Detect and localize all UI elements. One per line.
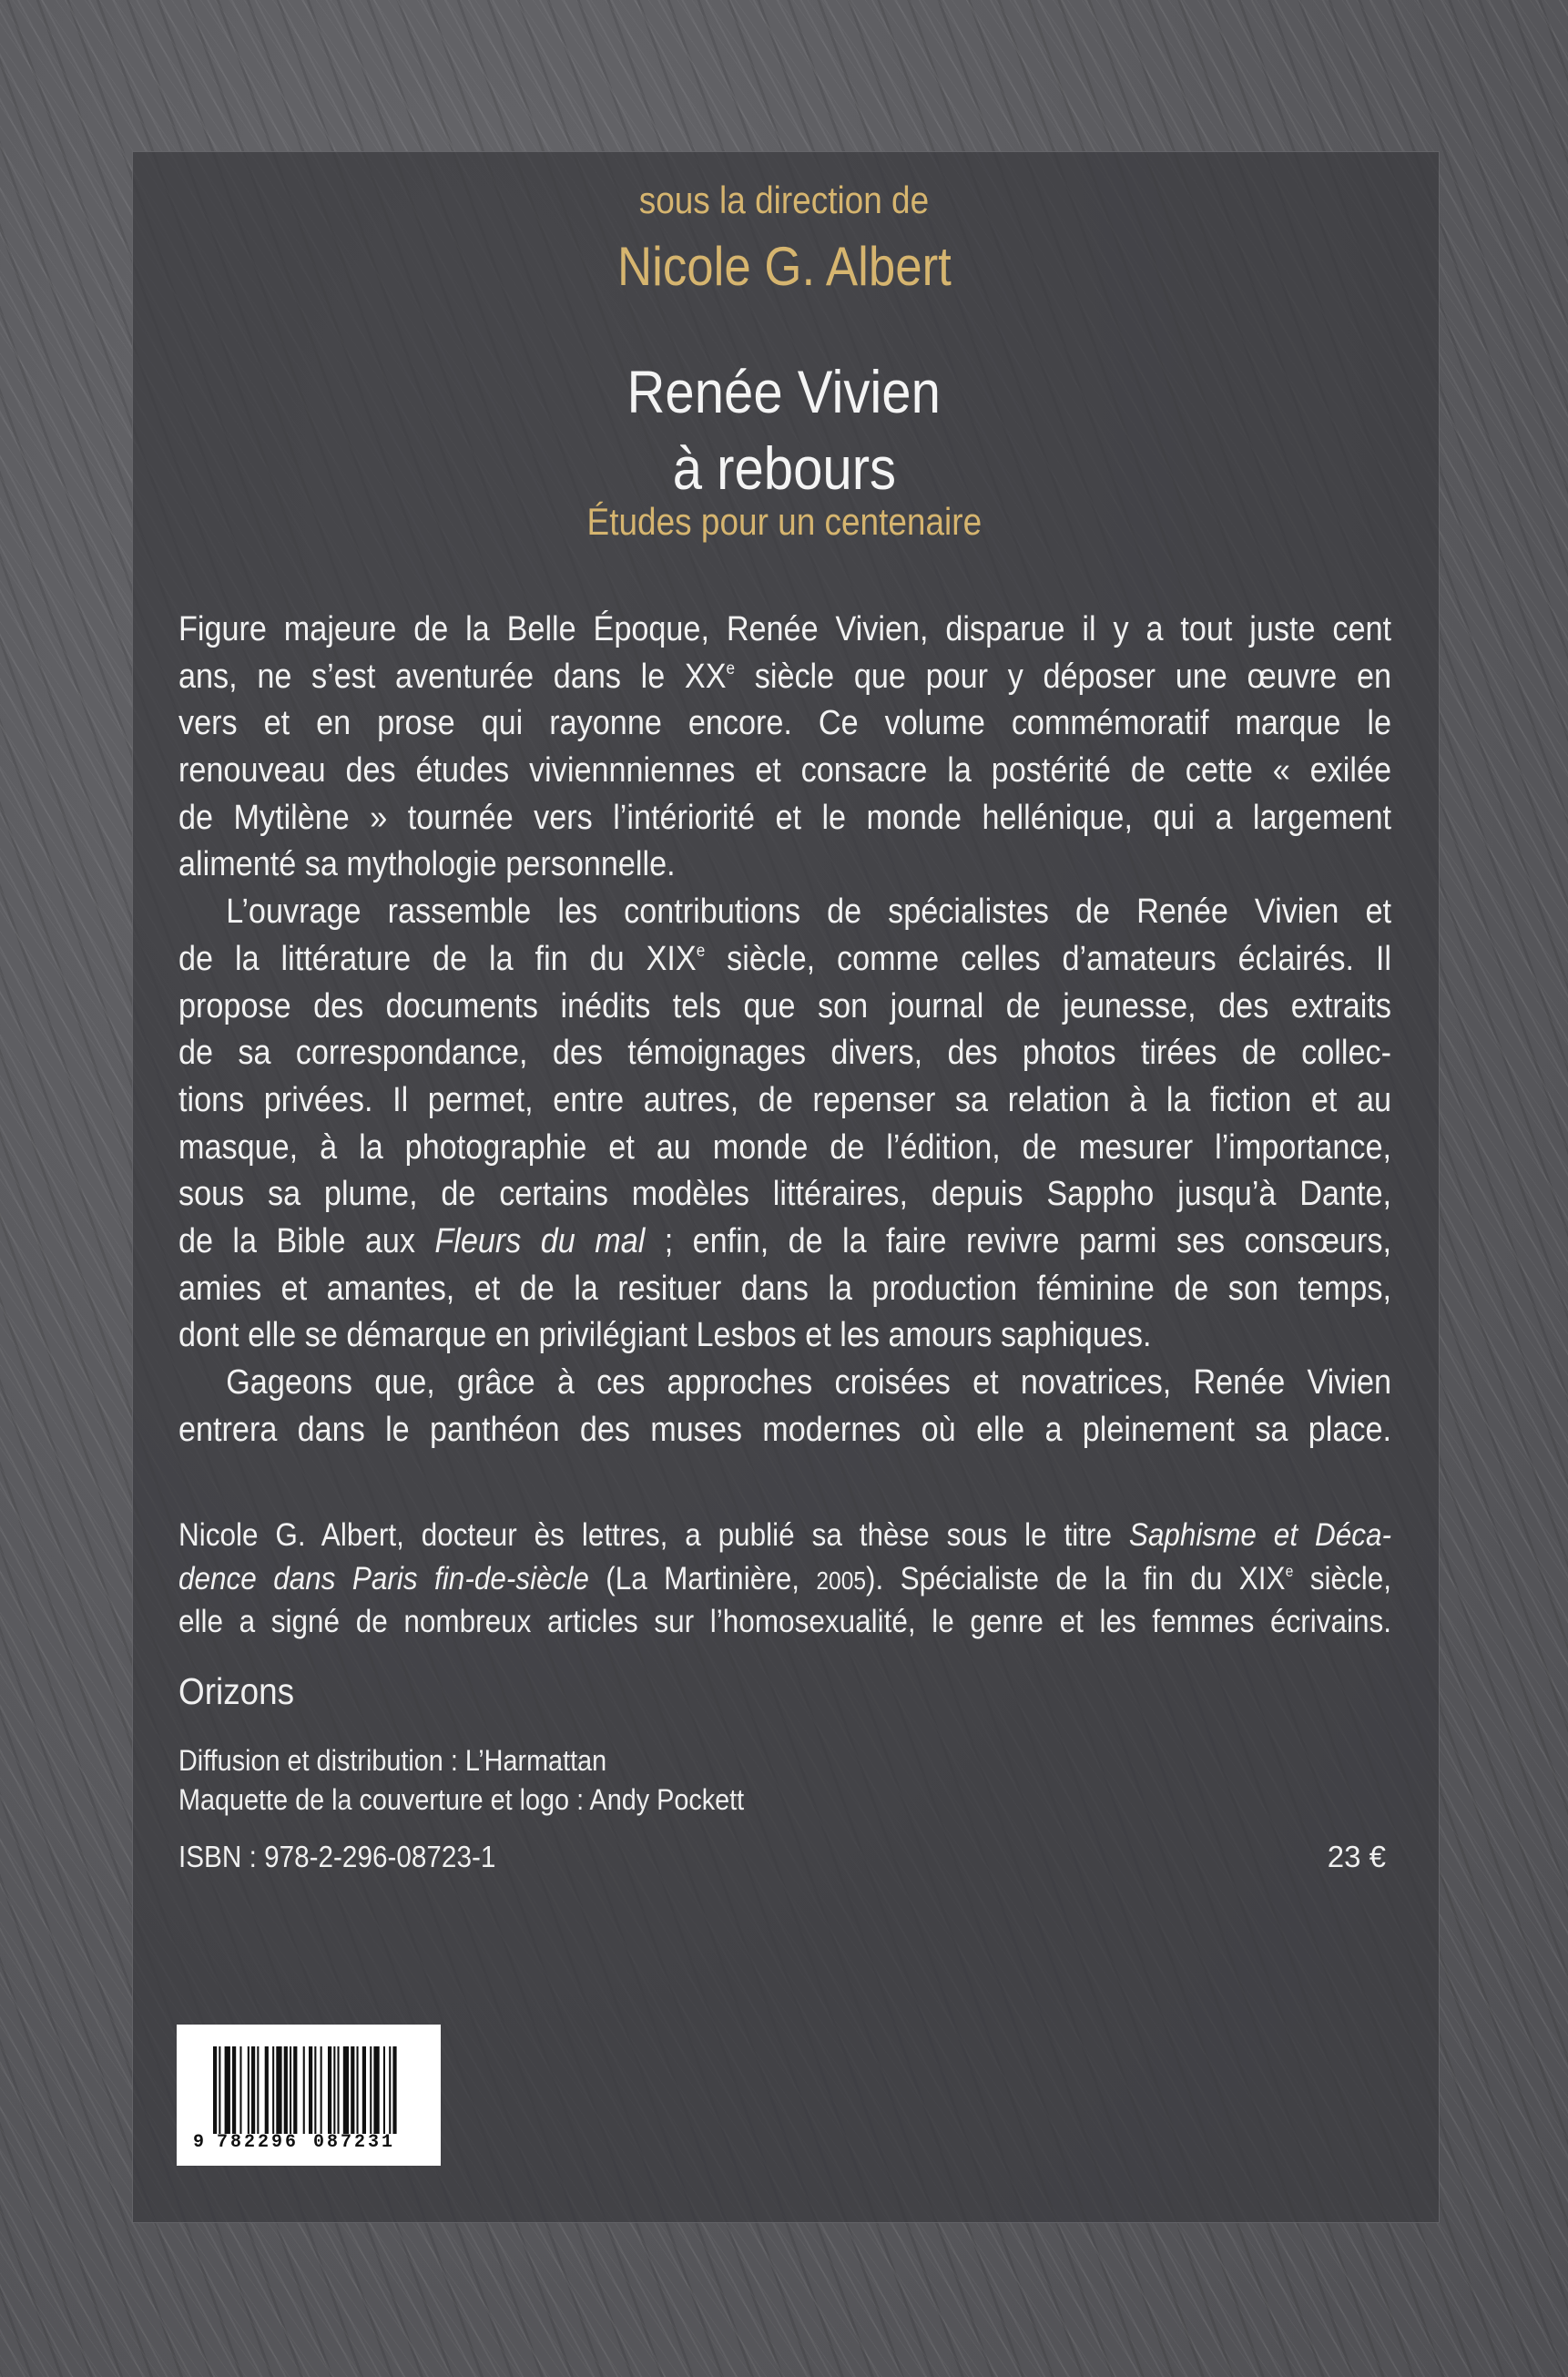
barcode-digits-right: 087231	[313, 2132, 396, 2153]
barcode-bar	[265, 2046, 269, 2134]
barcode-bar	[303, 2046, 305, 2134]
barcode-bar	[389, 2046, 391, 2134]
distribution-credit: Diffusion et distribution : L’Harmattan	[178, 1744, 607, 1777]
text-segment: ). Spécialiste de la fin du XIX	[866, 1560, 1286, 1597]
text-segment: elle a signé de nombreux articles sur l’homosexualité, le genre et les femmes écrivains.	[178, 1604, 1391, 1639]
barcode-bar	[373, 2046, 379, 2134]
text-segment: (La Martinière,	[588, 1560, 817, 1597]
barcode-bar	[392, 2046, 396, 2134]
price: 23 €	[1327, 1840, 1386, 1873]
barcode-bar	[314, 2046, 316, 2134]
text-segment: dont elle se démarque en privilégiant Lesbos et les amours saphiques.	[178, 1316, 1152, 1355]
barcode-bar	[338, 2046, 340, 2134]
text-segment: Gageons que, grâce à ces approches croisées et novatrices, Renée Vivien	[226, 1363, 1392, 1402]
barcode	[177, 2025, 441, 2166]
text-line	[178, 654, 1391, 701]
barcode-bar	[232, 2046, 236, 2134]
text-line	[178, 1219, 1391, 1266]
text-line	[178, 748, 1391, 795]
text-line	[178, 984, 1391, 1031]
direction-label: sous la direction de	[638, 179, 930, 221]
text-segment: alimenté sa mythologie personnelle.	[178, 845, 676, 884]
text-segment: L’ouvrage rassemble les contributions de spécialistes de Renée Vivien et	[226, 893, 1392, 932]
text-segment: de la Bible aux	[178, 1221, 435, 1260]
text-segment: amies et amantes, et de la resituer dans la production féminine de son temps,	[178, 1269, 1391, 1308]
text-segment: Nicole G. Albert, docteur ès lettres, a publié sa thèse sous le titre	[178, 1517, 1129, 1553]
book-subtitle: Études pour un centenaire	[586, 500, 982, 543]
barcode-bar	[309, 2046, 312, 2134]
text-line	[178, 1266, 1391, 1313]
text-line	[178, 795, 1391, 842]
text-segment: siècle, comme celles d’amateurs éclairés. Il	[705, 939, 1391, 978]
text-line	[178, 1171, 1391, 1219]
text-line	[178, 1407, 1391, 1454]
barcode-bar	[290, 2046, 291, 2134]
barcode-bar	[383, 2046, 385, 2134]
text-segment: de sa correspondance, des témoignages divers, des photos tirées de collec-	[178, 1034, 1391, 1073]
text-line	[178, 1077, 1391, 1125]
blurb-text	[178, 607, 1391, 1454]
text-segment: de Mytilène » tournée vers l’intériorité et le monde hellénique, qui a largement	[178, 798, 1391, 837]
text-segment: tions privées. Il permet, entre autres, de repenser sa relation à la fiction et au	[178, 1080, 1391, 1119]
barcode-bar	[225, 2046, 230, 2134]
text-segment: e	[726, 658, 736, 678]
text-segment: e	[1285, 1561, 1294, 1580]
italic-title: Fleurs du mal	[434, 1221, 646, 1260]
text-segment: vers et en prose qui rayonne encore. Ce volume commémoratif marque le	[178, 704, 1391, 743]
barcode-bar	[321, 2046, 322, 2134]
text-segment: ; enfin, de la faire revivre parmi ses consœurs,	[645, 1221, 1391, 1260]
barcode-bar	[333, 2046, 335, 2134]
text-line	[178, 889, 1391, 936]
text-line	[178, 1030, 1391, 1077]
isbn: ISBN : 978-2-296-08723-1	[178, 1840, 496, 1873]
text-line	[178, 1600, 1391, 1644]
barcode-digit-first: 9	[193, 2132, 205, 2153]
text-segment: entrera dans le panthéon des muses modernes où elle a pleinement sa place.	[178, 1410, 1391, 1449]
text-segment: propose des documents inédits tels que son journal de jeunesse, des extraits	[178, 986, 1391, 1025]
barcode-bar	[293, 2046, 297, 2134]
text-segment: masque, à la photographie et au monde de l’édition, de mesurer l’importance,	[178, 1127, 1391, 1167]
text-segment: Figure majeure de la Belle Époque, Renée Vivien, disparue il y a tout juste cent	[178, 610, 1391, 648]
text-segment: sous sa plume, de certains modèles littéraires, depuis Sappho jusqu’à Dante,	[178, 1175, 1391, 1214]
barcode-bar	[328, 2046, 331, 2134]
text-line	[178, 1125, 1391, 1172]
text-segment: de la littérature de la fin du XIX	[178, 939, 697, 978]
editor-name: Nicole G. Albert	[616, 236, 952, 297]
barcode-bar	[239, 2046, 241, 2134]
barcode-digits-left: 782296	[217, 2132, 300, 2153]
text-segment: ans, ne s’est aventurée dans le XX	[178, 657, 727, 696]
barcode-bar	[213, 2046, 217, 2134]
text-segment: e	[696, 941, 706, 961]
text-line	[178, 1514, 1391, 1557]
design-credit: Maquette de la couverture et logo : Andy Pockett	[178, 1783, 745, 1816]
barcode-bar	[272, 2046, 274, 2134]
text-segment: siècle que pour y déposer une œuvre en	[735, 657, 1391, 696]
barcode-bar	[248, 2046, 249, 2134]
italic-title: Saphisme et Déca-	[1128, 1517, 1391, 1553]
text-segment: 2005	[816, 1566, 867, 1595]
barcode-bar	[251, 2046, 255, 2134]
book-title-line2: à rebours	[672, 434, 896, 502]
barcode-bar	[276, 2046, 281, 2134]
text-line	[178, 842, 1391, 889]
author-bio	[178, 1514, 1391, 1644]
text-line	[178, 1360, 1391, 1407]
barcode-bar	[219, 2046, 220, 2134]
book-title-line1: Renée Vivien	[626, 358, 942, 425]
barcode-bar	[257, 2046, 259, 2134]
barcode-bar	[351, 2046, 354, 2134]
text-line	[178, 700, 1391, 748]
text-line	[178, 607, 1391, 654]
text-line	[178, 1557, 1391, 1601]
text-segment: siècle,	[1293, 1560, 1391, 1597]
barcode-bar	[370, 2046, 372, 2134]
text-line	[178, 936, 1391, 984]
text-line	[178, 1312, 1391, 1360]
publisher-name: Orizons	[178, 1670, 295, 1712]
barcode-bar	[284, 2046, 288, 2134]
barcode-bar	[343, 2046, 349, 2134]
text-segment: renouveau des études viviennniennes et consacre la postérité de cette « exilée	[178, 751, 1391, 791]
barcode-bar	[362, 2046, 366, 2134]
barcode-bar	[357, 2046, 359, 2134]
italic-title: dence dans Paris fin-de-siècle	[178, 1560, 589, 1597]
